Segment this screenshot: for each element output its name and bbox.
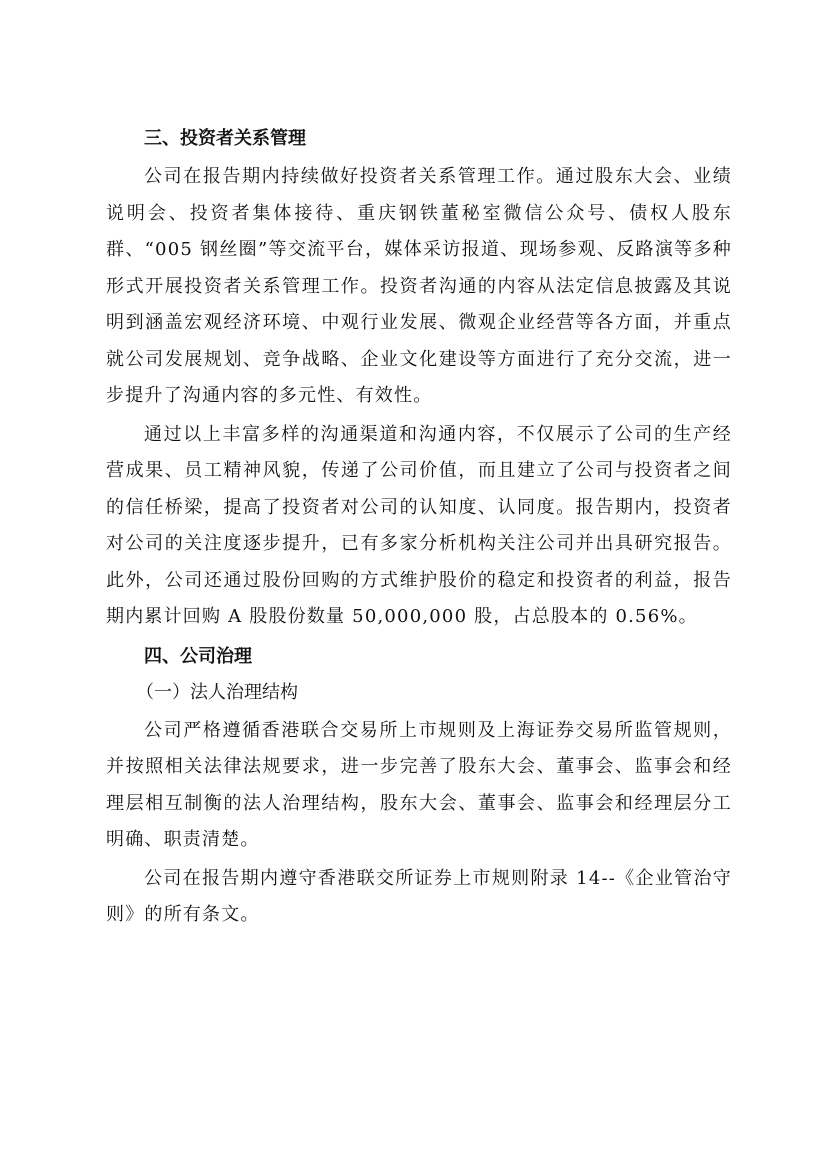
section-heading-investor-relations: 三、投资者关系管理 xyxy=(144,128,306,149)
paragraph-investor-relations-work: 公司在报告期内持续做好投资者关系管理工作。通过股东大会、业绩说明会、投资者集体接待、重庆钢铁董秘室微信公众号、债权人股东群、“005 钢丝圈”等交流平台，媒体采访报道、现场参观、反路演等多种形式开展投资者关系管理工作。投资者沟通的内容从法定信息披露及其说明到涵盖宏观经济环境、中观行业发展、微观企业经营等各方面，并重点就公司发展规划、竞争战略、企业文化建设等方面进行了充分交流，进一步提升了沟通内容的多元性、有效性。 xyxy=(106,166,732,406)
paragraph-code-compliance: 公司在报告期内遵守香港联交所证券上市规则附录 14--《企业管治守则》的所有条文。 xyxy=(106,867,732,925)
paragraph-communication-results: 通过以上丰富多样的沟通渠道和沟通内容，不仅展示了公司的生产经营成果、员工精神风貌，传递了公司价值，而且建立了公司与投资者之间的信任桥梁，提高了投资者对公司的认知度、认同度。报告期内，投资者对公司的关注度逐步提升，已有多家分析机构关注公司并出具研究报告。此外，公司还通过股份回购的方式维护股价的稳定和投资者的利益，报告期内累计回购 A 股股份数量 50,000,000 股，占总股本的 0.56%。 xyxy=(106,423,732,627)
paragraph-governance-rules: 公司严格遵循香港联合交易所上市规则及上海证券交易所监管规则，并按照相关法律法规要求，进一步完善了股东大会、董事会、监事会和经理层相互制衡的法人治理结构，股东大会、董事会、监事会和经理层分工明确、职责清楚。 xyxy=(106,719,732,850)
page-content xyxy=(106,121,732,934)
section-heading-corporate-governance: 四、公司治理 xyxy=(144,645,252,667)
subheading-legal-governance-structure: （一）法人治理结构 xyxy=(136,681,298,703)
